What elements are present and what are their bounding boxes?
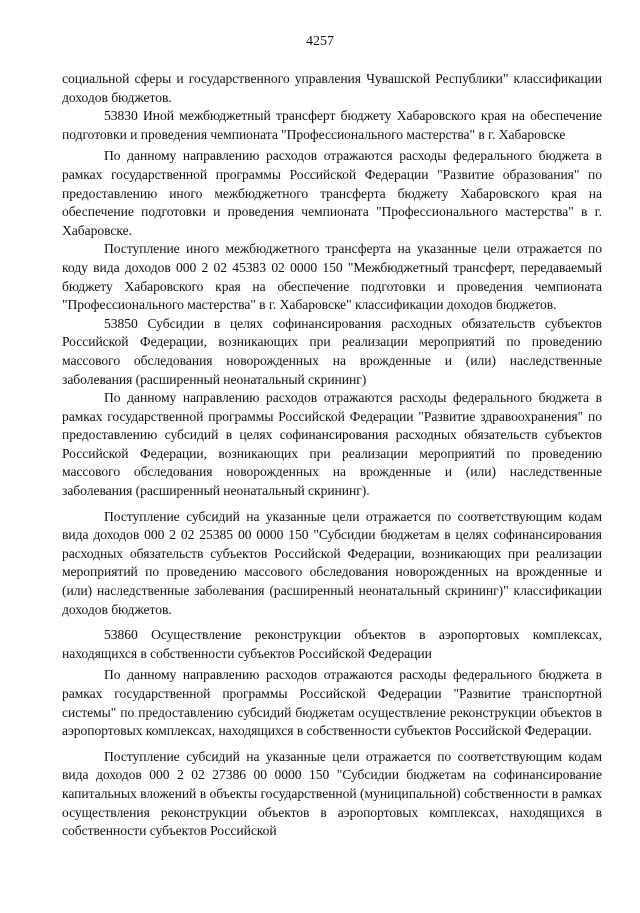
paragraph-revenue-53850: Поступление субсидий на указанные цели отражается по соответствующим кодам вида доходов 000 2 02 25385 00 0000 150 "Субсидии бюджетам в целях софинансирования расходных обязательств субъектов Российской Федерации, возникающих при реализации мероприятий по проведению массового обследования новорожденных на врожденные и (или) наследственные заболевания (расширенный неонатальный скрининг)" классификации доходов бюджетов. [62, 508, 602, 617]
paragraph-expenses-53850: По данному направлению расходов отражаются расходы федерального бюджета в рамках государственной программы Российской Федерации "Развитие здравоохранения" по предоставлению субсидий в целях софинансирования расходных обязательств субъектов Российской Федерации, возникающих при реализации мероприятий по проведению массового обследования новорожденных на врожденные и (или) наследственные заболевания (расширенный неонатальный скрининг). [62, 390, 602, 499]
paragraph-continuation: социальной сферы и государственного управления Чувашской Республики" классификации доходов бюджетов. [62, 71, 602, 105]
paragraph-expenses-53830: По данному направлению расходов отражаются расходы федерального бюджета в рамках государственной программы Российской Федерации "Развитие образования" по предоставлению иного межбюджетного трансферта бюджету Хабаровского края на обеспечение подготовки и проведения чемпионата "Профессионального мастерства" в г. Хабаровске. [62, 148, 602, 238]
page-number: 4257 [306, 34, 334, 49]
paragraph-revenue-53860: Поступление субсидий на указанные цели отражается по соответствующим кодам вида доходов 000 2 02 27386 00 0000 150 "Субсидии бюджетам на софинансирование капитальных вложений в объекты государственной (муниципальной) собственности в рамках осуществления реконструкции объектов в аэропортовых комплексах, находящихся в собственности субъектов Российской [62, 748, 602, 839]
paragraph-heading-53830: 53830 Иной межбюджетный трансферт бюджету Хабаровского края на обеспечение подготовки и проведения чемпионата "Профессионального мастерства" в г. Хабаровске [62, 108, 602, 142]
paragraph-heading-53850: 53850 Субсидии в целях софинансирования расходных обязательств субъектов Российской Федерации, возникающих при реализации мероприятий по проведению массового обследования новорожденных на врожденные и (или) наследственные заболевания (расширенный неонатальный скрининг) [62, 315, 602, 387]
document-body [62, 70, 602, 841]
paragraph-expenses-53860: По данному направлению расходов отражаются расходы федерального бюджета в рамках государственной программы Российской Федерации "Развитие транспортной системы" по предоставлению субсидий бюджетам осуществление реконструкции объектов в аэропортовых комплексах, находящихся в собственности субъектов Российской Федерации. [62, 667, 602, 739]
paragraph-revenue-53830: Поступление иного межбюджетного трансферта на указанные цели отражается по коду вида доходов 000 2 02 45383 02 0000 150 "Межбюджетный трансферт, передаваемый бюджету Хабаровского края на обеспечение подготовки и проведения чемпионата "Профессионального мастерства" в г. Хабаровске" классификации доходов бюджетов. [62, 241, 602, 313]
paragraph-heading-53860: 53860 Осуществление реконструкции объектов в аэропортовых комплексах, находящихся в собственности субъектов Российской Федерации [62, 627, 602, 661]
